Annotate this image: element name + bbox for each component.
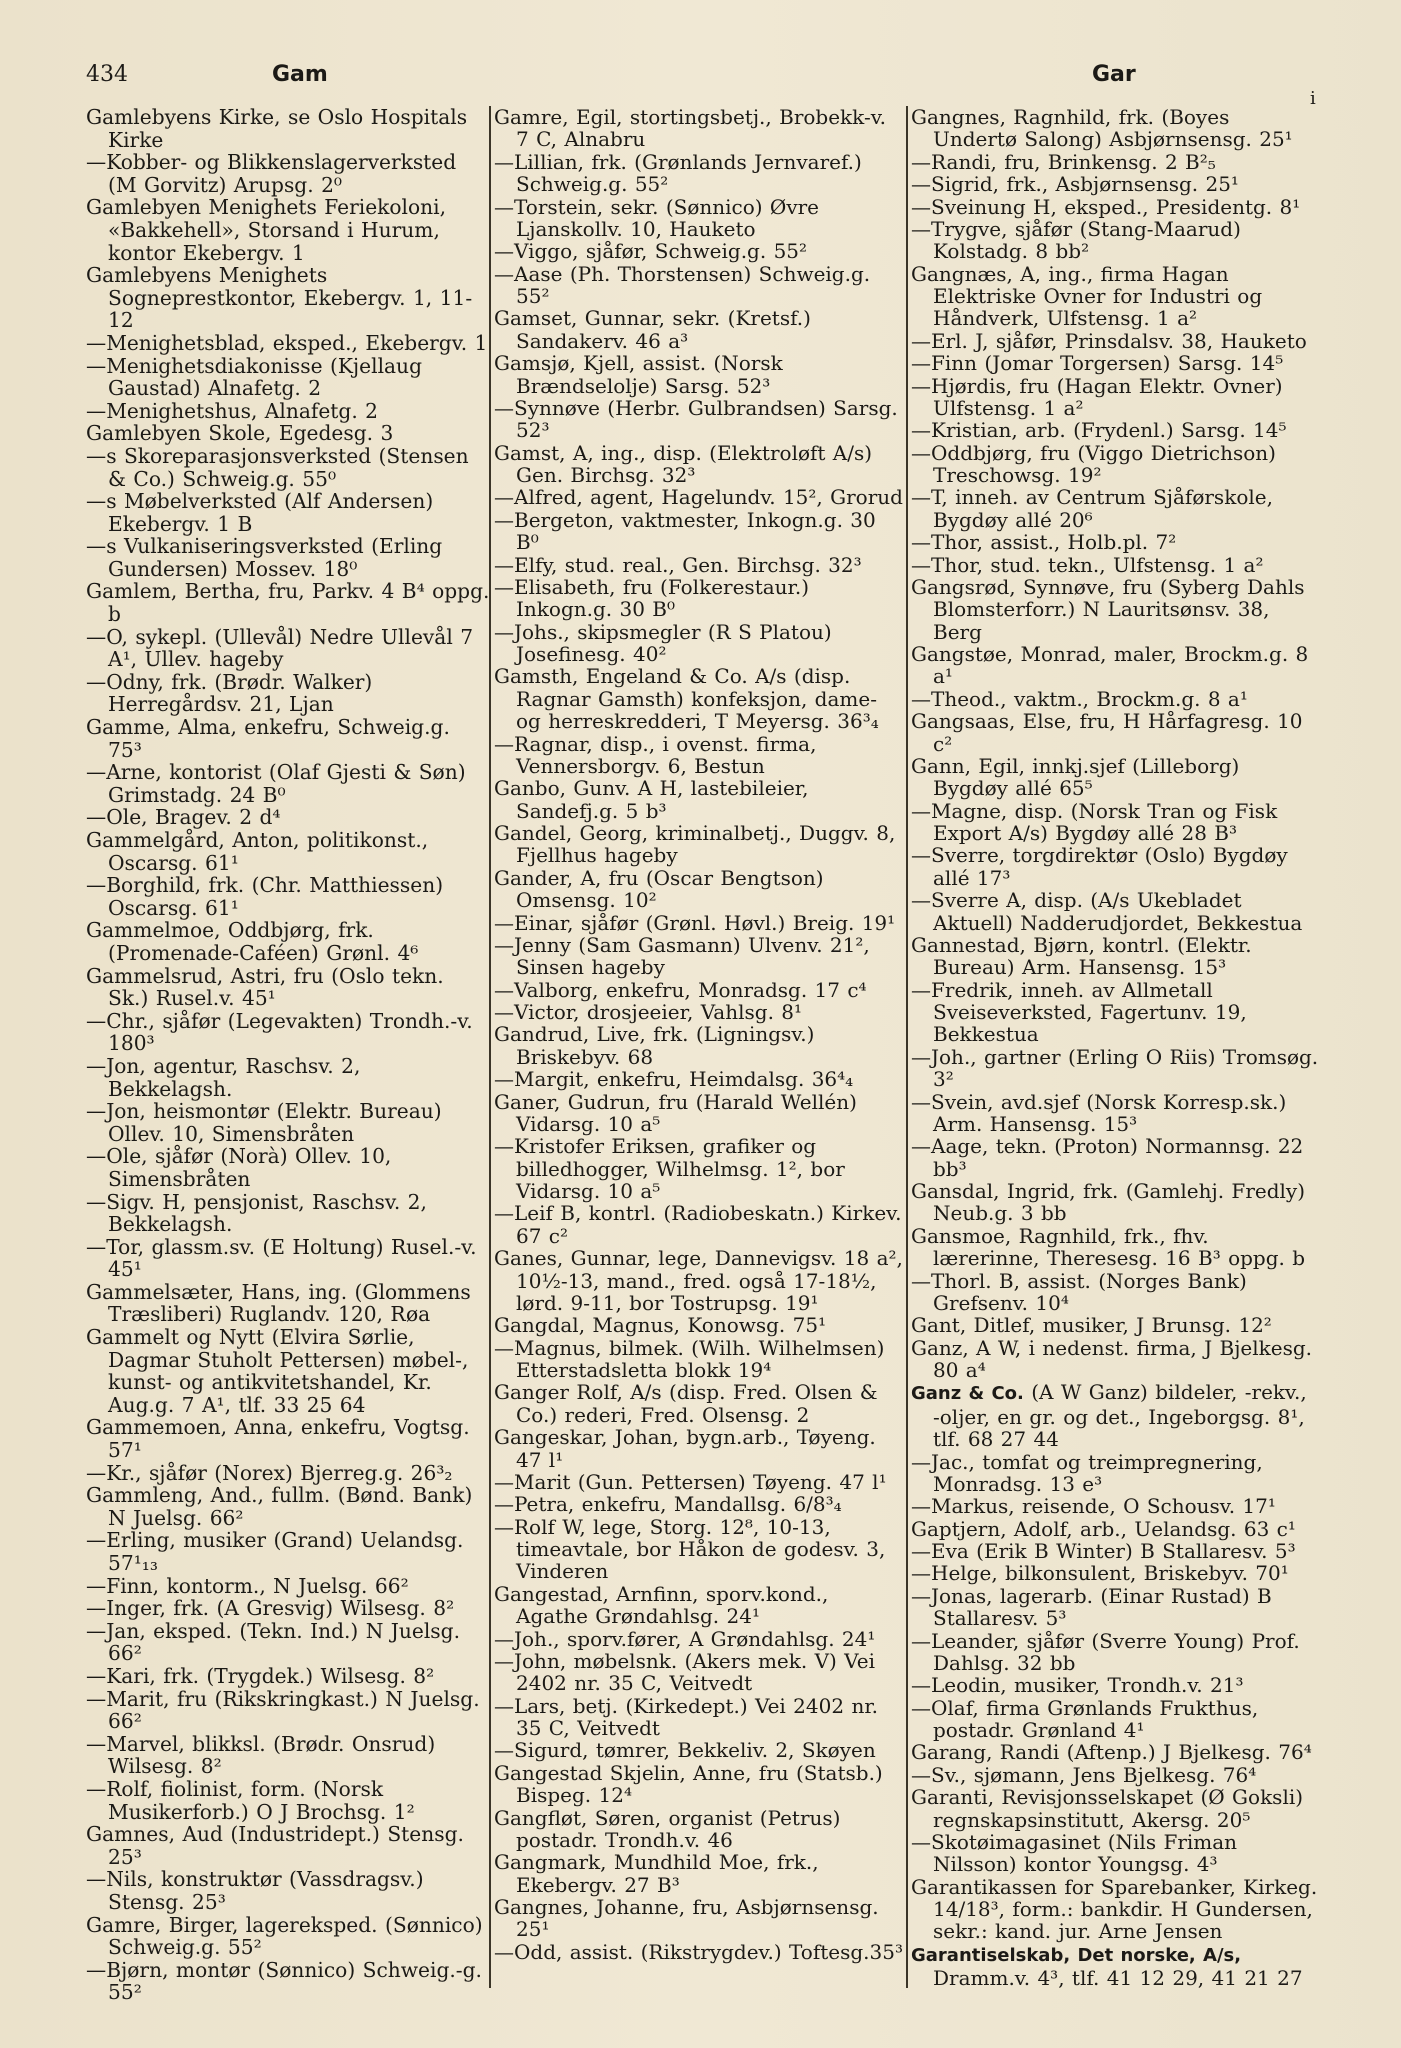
directory-entry: —Joh., sporv.fører, A Grøndahlsg. 24¹	[494, 1626, 876, 1651]
entry-text: —Magne, disp. (Norsk Tran og Fisk Export A/s) Bygdøy allé 28 B³	[911, 798, 1278, 845]
directory-entry: —Marit (Gun. Pettersen) Tøyeng. 47 l¹	[494, 1469, 887, 1494]
directory-entry	[911, 531, 1319, 553]
directory-entry	[911, 1876, 1319, 1943]
entry-text: Gann, Egil, innkj.sjef (Lilleborg) Bygdøy allé 65⁵	[911, 753, 1240, 801]
directory-entry	[911, 1381, 1319, 1450]
directory-entry: —Rolf W, lege, Storg. 12⁸, 10-13, timeavtale, bor Håkon de godesv. 3, Vinderen	[494, 1514, 886, 1584]
entry-text: Ganz, A W, i nedenst. firma, J Bjelkesg. 80 a⁴	[911, 1335, 1313, 1382]
directory-entry: Gangeskar, Johan, bygn.arb., Tøyeng. 47 l¹	[494, 1425, 876, 1472]
directory-entry: —Lars, betj. (Kirkedept.) Vei 2402 nr. 35 C, Veitvedt	[494, 1693, 879, 1740]
entry-text: —Sv., sjømann, Jens Bjelkesg. 76⁴	[911, 1762, 1257, 1787]
entry-text: Gangnæs, A, ing., firma Hagan Elektriske Ovner for Industri og Håndverk, Ulfstensg. 1 a²	[911, 261, 1263, 331]
directory-entry: —Ragnar, disp., i ovenst. firma, Vennersborgv. 6, Bestun	[494, 731, 817, 778]
directory-entry: —Menighetsblad, eksped., Ekebergv. 1	[86, 330, 488, 355]
directory-entry: —Einar, sjåfør (Grønl. Høvl.) Breig. 19¹	[494, 910, 896, 935]
directory-entry: Gammleng, And., fullm. (Bønd. Bank) N Juelsg. 66²	[86, 1483, 473, 1530]
entry-text: Gant, Ditlef, musiker, J Brunsg. 12²	[911, 1313, 1272, 1338]
directory-entry: —Rolf, fiolinist, form. (Norsk Musikerforb.) O J Brochsg. 1²	[86, 1776, 415, 1824]
directory-entry	[911, 755, 1319, 800]
entry-text: —Hjørdis, fru (Hagan Elektr. Ovner) Ulfstensg. 1 a²	[911, 373, 1283, 420]
entry-text: —Theod., vaktm., Brockm.g. 8 a¹	[911, 686, 1248, 711]
entry-text: —Jac., tomfat og treimpregnering, Monradsg. 13 e³	[911, 1449, 1263, 1496]
directory-entry: Gamre, Birger, lagereksped. (Sønnico) Schweig.g. 55²	[86, 1912, 483, 1960]
directory-entry	[911, 1630, 1319, 1675]
directory-entry: Gamlem, Bertha, fru, Parkv. 4 B⁴ oppg. b	[86, 579, 490, 627]
directory-entry: —O, sykepl. (Ullevål) Nedre Ullevål 7 A¹, Ullev. hageby	[86, 624, 474, 672]
directory-entry	[911, 1562, 1319, 1584]
directory-entry	[911, 196, 1319, 218]
directory-entry: —Jon, heismontør (Elektr. Bureau) Ollev. 10, Simensbråten	[86, 1099, 442, 1146]
entry-text: —Leander, sjåfør (Sverre Young) Prof. Dahlsg. 32 bb	[911, 1628, 1300, 1675]
directory-entry: —Sigurd, tømrer, Bekkeliv. 2, Skøyen	[494, 1738, 876, 1763]
directory-entry: Gamset, Gunnar, sekr. (Kretsf.) Sandakerv. 46 a³	[494, 306, 811, 353]
directory-entry: —Elfy, stud. real., Gen. Birchsg. 32³	[494, 552, 862, 577]
directory-entry: —Chr., sjåfør (Legevakten) Trondh.-v. 180³	[86, 1008, 473, 1056]
directory-entry: Gamnes, Aud (Industridept.) Stensg. 25³	[86, 1822, 464, 1869]
directory-entry: —Tor, glassm.sv. (E Holtung) Rusel.-v. 45¹	[86, 1234, 477, 1282]
entry-text: —Helge, bilkonsulent, Briskebyv. 70¹	[911, 1561, 1289, 1586]
directory-entry	[911, 1225, 1319, 1270]
directory-entry: Gammelmoe, Oddbjørg, frk. (Promenade-Caféen) Grønl. 4⁶	[86, 918, 419, 965]
directory-entry: —Magnus, bilmek. (Wilh. Wilhelmsen) Etterstadsletta blokk 19⁴	[494, 1335, 885, 1382]
firm-name: Garantiselskab, Det norske, A/s,	[911, 1944, 1242, 1966]
directory-entry	[911, 419, 1319, 441]
directory-entry	[911, 1674, 1319, 1696]
directory-entry: Gangnes, Johanne, fru, Asbjørnsensg. 25¹	[494, 1895, 879, 1942]
directory-entry	[911, 375, 1319, 420]
entry-text: —Fredrik, inneh. av Allmetall Sveiseverksted, Fagertunv. 19, Bekkestua	[911, 977, 1247, 1047]
entry-text: Gaptjern, Adolf, arb., Uelandsg. 63 c¹	[911, 1516, 1296, 1541]
entry-text: —Markus, reisende, O Schousv. 17¹	[911, 1494, 1276, 1519]
directory-entry	[911, 979, 1319, 1046]
directory-entry: —John, møbelsnk. (Akers mek. V) Vei 2402 nr. 35 C, Veitvedt	[494, 1648, 876, 1696]
directory-entry	[911, 173, 1319, 195]
directory-entry: Gangmark, Mundhild Moe, frk., Ekebergv. 27 B³	[494, 1850, 819, 1897]
entry-text: Dramm.v. 4³, tlf. 41 12 29, 41 21 27	[933, 1966, 1303, 1991]
directory-entry	[911, 889, 1319, 934]
directory-entry: —Synnøve (Herbr. Gulbrandsen) Sarsg. 52³	[494, 395, 898, 443]
entry-text: (A W Ganz) bildeler, -rekv., -oljer, en gr. og det., Ingeborgsg. 8¹, tlf. 68 27 44	[933, 1380, 1307, 1452]
directory-entry: Ganes, Gunnar, lege, Dannevigsv. 18 a², 10½-13, mand., fred. også 17-18½, lørd. 9-11, bor Tostrupsg. 19¹	[494, 1246, 903, 1315]
directory-entry: —Kari, frk. (Trygdek.) Wilsesg. 8²	[86, 1663, 435, 1688]
directory-entry: Gammelsrud, Astri, fru (Oslo tekn. Sk.) Rusel.v. 45¹	[86, 963, 444, 1011]
directory-entry: Gangestad Skjelin, Anne, fru (Statsb.) Bispeg. 12⁴	[494, 1760, 883, 1808]
directory-entry	[911, 576, 1319, 643]
directory-entry	[911, 934, 1319, 979]
directory-entry	[911, 330, 1319, 352]
entry-text: Gangnes, Ragnhild, frk. (Boyes Undertø Salong) Asbjørnsensg. 25¹	[911, 105, 1293, 152]
entry-text: —Thorl. B, assist. (Norges Bank) Grefsenv. 10⁴	[911, 1268, 1247, 1315]
directory-entry	[911, 106, 1319, 151]
directory-entry: Gamsth, Engeland & Co. A/s (disp. Ragnar Gamsth) konfeksjon, dame- og herreskredderi, T Meyersg. 36³₄	[494, 664, 879, 734]
directory-entry: —s Møbelverksted (Alf Andersen) Ekebergv. 1 B	[86, 489, 434, 536]
directory-entry: Gangestad, Arnfinn, sporv.kond., Agathe Grøndahlsg. 24¹	[494, 1581, 829, 1629]
directory-entry: —Kristofer Eriksen, grafiker og billedhogger, Wilhelmsg. 1², bor Vidarsg. 10 a⁵	[494, 1134, 845, 1203]
directory-entry: —Margit, enkefru, Heimdalsg. 36⁴₄	[494, 1067, 854, 1092]
directory-entry: —Jon, agentur, Raschsv. 2, Bekkelagsh.	[86, 1053, 361, 1101]
directory-entry: —Menighetsdiakonisse (Kjellaug Gaustad) Alnafetg. 2	[86, 353, 422, 401]
directory-entry	[911, 1585, 1319, 1630]
directory-entry: Ganer, Gudrun, fru (Harald Wellén) Vidarsg. 10 a⁵	[494, 1089, 857, 1136]
directory-entry: —Inger, frk. (A Gresvig) Wilsesg. 8²	[86, 1596, 455, 1621]
directory-entry: —Ole, Bragev. 2 d⁴	[86, 805, 281, 830]
directory-entry	[911, 1764, 1319, 1786]
entry-text: —Finn (Jomar Torgersen) Sarsg. 14⁵	[911, 351, 1284, 376]
directory-entry: —s Vulkaniseringsverksted (Erling Gundersen) Mossev. 18⁰	[86, 534, 443, 581]
entry-text: —Erl. J, sjåfør, Prinsdalsv. 38, Hauketo	[911, 328, 1307, 353]
directory-entry: —Johs., skipsmegler (R S Platou) Josefinesg. 40²	[494, 619, 832, 666]
directory-entry	[911, 486, 1319, 531]
left-guide-word: Gam	[272, 62, 328, 87]
directory-entry: —Lillian, frk. (Grønlands Jernvaref.) Schweig.g. 55²	[494, 149, 862, 197]
directory-entry: —Marvel, blikksl. (Brødr. Onsrud) Wilsesg. 8²	[86, 1731, 436, 1779]
directory-entry	[911, 352, 1319, 374]
entry-text: —Eva (Erik B Winter) B Stallaresv. 5³	[911, 1539, 1296, 1563]
entry-text: Gannestad, Bjørn, kontrl. (Elektr. Bureau) Arm. Hansensg. 15³	[911, 932, 1252, 980]
directory-entry: —Nils, konstruktør (Vassdragsv.) Stensg. 25³	[86, 1867, 424, 1914]
directory-entry: —Kobber- og Blikkenslagerverksted (M Gorvitz) Arupsg. 2⁰	[86, 150, 457, 197]
directory-entry: —Odd, assist. (Rikstrygdev.) Toftesg.35³	[494, 1939, 903, 1964]
directory-entry: —Bergeton, vaktmester, Inkogn.g. 30 B⁰	[494, 507, 876, 555]
directory-entry: —Erling, musiker (Grand) Uelandsg. 57¹₁₃	[86, 1528, 464, 1575]
firm-name: Ganz & Co.	[911, 1383, 1024, 1405]
directory-entry	[911, 1741, 1319, 1763]
right-guide-word: Gar	[1092, 62, 1136, 87]
directory-entry: —Leif B, kontrl. (Radiobeskatn.) Kirkev. 67 c²	[494, 1201, 902, 1248]
entry-text: Gangsrød, Synnøve, fru (Syberg Dahls Blomsterforr.) N Lauritsønsv. 38, Berg	[911, 574, 1305, 644]
entry-text: Gangstøe, Monrad, maler, Brockm.g. 8 a¹	[911, 642, 1309, 689]
entry-text: —Leodin, musiker, Trondh.v. 21³	[911, 1673, 1244, 1698]
directory-entry: Gander, A, fru (Oscar Bengtson) Omsensg. 10²	[494, 865, 824, 913]
directory-entry	[911, 1786, 1319, 1831]
entry-text: —Sveinung H, eksped., Presidentg. 8¹	[911, 194, 1301, 219]
column-3	[911, 106, 1319, 1990]
directory-entry: —Marit, fru (Rikskringkast.) N Juelsg. 66²	[86, 1686, 480, 1734]
directory-entry	[911, 1337, 1319, 1382]
directory-entry: —Odny, frk. (Brødr. Walker) Herregårdsv. 21, Ljan	[86, 669, 373, 717]
page-number: 434	[86, 62, 128, 87]
directory-entry	[911, 442, 1319, 487]
entry-text: —Kristian, arb. (Frydenl.) Sarsg. 14⁵	[911, 418, 1287, 443]
directory-entry: Gamlebyens Kirke, se Oslo Hospitals Kirke	[86, 105, 468, 152]
corner-mark: i	[1310, 88, 1316, 109]
entry-text: —Joh., gartner (Erling O Riis) Tromsøg. 3²	[911, 1044, 1319, 1092]
entry-text: —T, inneh. av Centrum Sjåførskole, Bygdøy allé 20⁶	[911, 485, 1273, 532]
directory-entry	[911, 1135, 1319, 1180]
directory-entry: —Bjørn, montør (Sønnico) Schweig.-g. 55²	[86, 1957, 482, 2005]
directory-entry: —Petra, enkefru, Mandallsg. 6/8³₄	[494, 1492, 842, 1517]
directory-entry: Gamst, A, ing., disp. (Elektroløft A/s) Gen. Birchsg. 32³	[494, 440, 873, 487]
directory-entry: Gammemoen, Anna, enkefru, Vogtsg. 57¹	[86, 1415, 470, 1463]
entry-text: —Aage, tekn. (Proton) Normannsg. 22 bb³	[911, 1134, 1304, 1181]
directory-entry	[911, 1180, 1319, 1225]
entry-text: Garantikassen for Sparebanker, Kirkeg. 14/18³, form.: bankdir. H Gundersen, sekr.: kand. jur. Arne Jensen	[911, 1874, 1318, 1944]
directory-entry	[911, 1091, 1319, 1136]
directory-entry: —Victor, drosjeeier, Vahlsg. 8¹	[494, 1000, 803, 1024]
entry-text: Gangsaas, Else, fru, H Hårfagresg. 10 c²	[911, 709, 1303, 756]
directory-entry	[911, 1495, 1319, 1517]
entry-text: Garang, Randi (Aftenp.) J Bjelkesg. 76⁴	[911, 1740, 1312, 1765]
directory-entry: —Kr., sjåfør (Norex) Bjerreg.g. 26³₂	[86, 1460, 453, 1485]
directory-entry	[911, 844, 1319, 889]
directory-entry	[911, 1697, 1319, 1742]
directory-entry: —Borghild, frk. (Chr. Matthiessen) Oscarsg. 61¹	[86, 873, 444, 920]
directory-entry: Gamlebyens Menighets Sogneprestkontor, Ekebergv. 1, 11-12	[86, 263, 473, 333]
entry-text: —Trygve, sjåfør (Stang-Maarud) Kolstadg. 8 bb²	[911, 216, 1241, 264]
entry-text: —Thor, assist., Holb.pl. 7²	[911, 530, 1177, 555]
directory-entry: Gandrud, Live, frk. (Ligningsv.) Briskebyv. 68	[494, 1022, 815, 1069]
entry-text: —Thor, stud. tekn., Ulfstensg. 1 a²	[911, 552, 1264, 577]
directory-entry: —Finn, kontorm., N Juelsg. 66²	[86, 1573, 409, 1598]
directory-entry	[911, 1943, 1319, 1990]
directory-entry: —Alfred, agent, Hagelundv. 15², Grorud	[494, 485, 903, 510]
directory-entry	[911, 800, 1319, 845]
entry-text: —Sigrid, frk., Asbjørnsensg. 25¹	[911, 172, 1239, 197]
entry-text: Gansdal, Ingrid, frk. (Gamlehj. Fredly) Neub.g. 3 bb	[911, 1179, 1306, 1226]
directory-entry: —Torstein, sekr. (Sønnico) Øvre Ljanskollv. 10, Hauketo	[494, 194, 820, 241]
entry-text: —Svein, avd.sjef (Norsk Korresp.sk.) Arm. Hansensg. 15³	[911, 1089, 1287, 1136]
directory-entry: —Ole, sjåfør (Norà) Ollev. 10, Simensbråten	[86, 1144, 392, 1191]
entry-text: —Randi, fru, Brinkensg. 2 B²₅	[911, 149, 1216, 174]
directory-entry: —Jenny (Sam Gasmann) Ulvenv. 21², Sinsen hageby	[494, 932, 870, 980]
directory-entry: Gammelgård, Anton, politikonst., Oscarsg. 61¹	[86, 828, 429, 875]
directory-entry: Gangdal, Magnus, Konowsg. 75¹	[494, 1313, 827, 1338]
entry-text: —Sverre A, disp. (A/s Ukebladet Aktuell) Nadderudjordet, Bekkestua	[911, 888, 1303, 935]
directory-entry	[911, 1270, 1319, 1315]
entry-text: —Olaf, firma Grønlands Frukthus, postadr. Grønland 4¹	[911, 1695, 1259, 1742]
directory-entry: Gamre, Egil, stortingsbetj., Brobekk-v. 7 C, Alnabru	[494, 105, 886, 152]
directory-entry: Gammelt og Nytt (Elvira Sørlie, Dagmar Stuholt Pettersen) møbel-, kunst- og antikvitetshandel, Kr. Aug.g. 7 A¹, tlf. 33 25 64	[86, 1325, 469, 1417]
directory-entry: Ganbo, Gunv. A H, lastebileier, Sandefj.g. 5 b³	[494, 776, 809, 823]
directory-entry: —Menighetshus, Alnafetg. 2	[86, 398, 379, 423]
directory-entry: Gamme, Alma, enkefru, Schweig.g. 75³	[86, 715, 450, 762]
directory-entry	[911, 710, 1319, 755]
directory-entry	[911, 643, 1319, 688]
directory-entry: Gamlebyen Skole, Egedesg. 3	[86, 421, 394, 446]
directory-entry: —Valborg, enkefru, Monradsg. 17 c⁴	[494, 977, 867, 1002]
directory-entry	[911, 1314, 1319, 1336]
entry-text: Gansmoe, Ragnhild, frk., fhv. lærerinne, Theresesg. 16 B³ oppg. b	[911, 1223, 1306, 1271]
column-2	[494, 106, 904, 1963]
directory-entry: Gangfløt, Søren, organist (Petrus) postadr. Trondh.v. 46	[494, 1805, 841, 1852]
directory-entry	[911, 151, 1319, 173]
directory-entry: —Aase (Ph. Thorstensen) Schweig.g. 55²	[494, 261, 871, 308]
directory-entry: —Elisabeth, fru (Folkerestaur.) Inkogn.g. 30 B⁰	[494, 574, 810, 622]
directory-entry: Gandel, Georg, kriminalbetj., Duggv. 8, Fjellhus hageby	[494, 821, 896, 868]
column-rule-right	[906, 106, 908, 1988]
entry-text: Garanti, Revisjonsselskapet (Ø Goksli) regnskapsinstitutt, Akersg. 20⁵	[911, 1785, 1304, 1832]
directory-entry	[911, 1518, 1319, 1540]
directory-entry	[911, 1451, 1319, 1496]
directory-entry: Gamlebyen Menighets Feriekoloni, «Bakkehell», Storsand i Hurum, kontor Ekebergv. 1	[86, 195, 447, 265]
entry-text: —Jonas, lagerarb. (Einar Rustad) B Stallaresv. 5³	[911, 1583, 1272, 1631]
directory-entry: —s Skoreparasjonsverksted (Stensen & Co.) Schweig.g. 55⁰	[86, 443, 469, 491]
directory-entry: —Viggo, sjåfør, Schweig.g. 55²	[494, 239, 808, 264]
entry-text: —Sverre, torgdirektør (Oslo) Bygdøy allé 17³	[911, 843, 1288, 890]
directory-entry: Gamsjø, Kjell, assist. (Norsk Brændselolje) Sarsg. 52³	[494, 351, 783, 398]
directory-entry: —Arne, kontorist (Olaf Gjesti & Søn) Grimstadg. 24 B⁰	[86, 760, 466, 807]
directory-entry	[911, 218, 1319, 263]
entry-text: —Oddbjørg, fru (Viggo Dietrichson) Treschowsg. 19²	[911, 440, 1276, 487]
directory-entry: —Sigv. H, pensjonist, Raschsv. 2, Bekkelagsh.	[86, 1189, 427, 1237]
directory-entry	[911, 554, 1319, 576]
directory-entry: —Jan, eksped. (Tekn. Ind.) N Juelsg. 66²	[86, 1618, 460, 1666]
entry-text: —Skotøimagasinet (Nils Friman Nilsson) kontor Youngsg. 4³	[911, 1829, 1238, 1877]
directory-entry	[911, 1831, 1319, 1876]
directory-entry	[911, 263, 1319, 330]
directory-entry	[911, 1046, 1319, 1091]
directory-entry: Gammelsæter, Hans, ing. (Glommens Træsliberi) Ruglandv. 120, Røa	[86, 1279, 471, 1327]
directory-entry	[911, 688, 1319, 710]
column-1	[86, 106, 490, 2004]
directory-entry	[911, 1540, 1319, 1562]
directory-entry: Ganger Rolf, A/s (disp. Fred. Olsen & Co.) rederi, Fred. Olsensg. 2	[494, 1380, 878, 1427]
